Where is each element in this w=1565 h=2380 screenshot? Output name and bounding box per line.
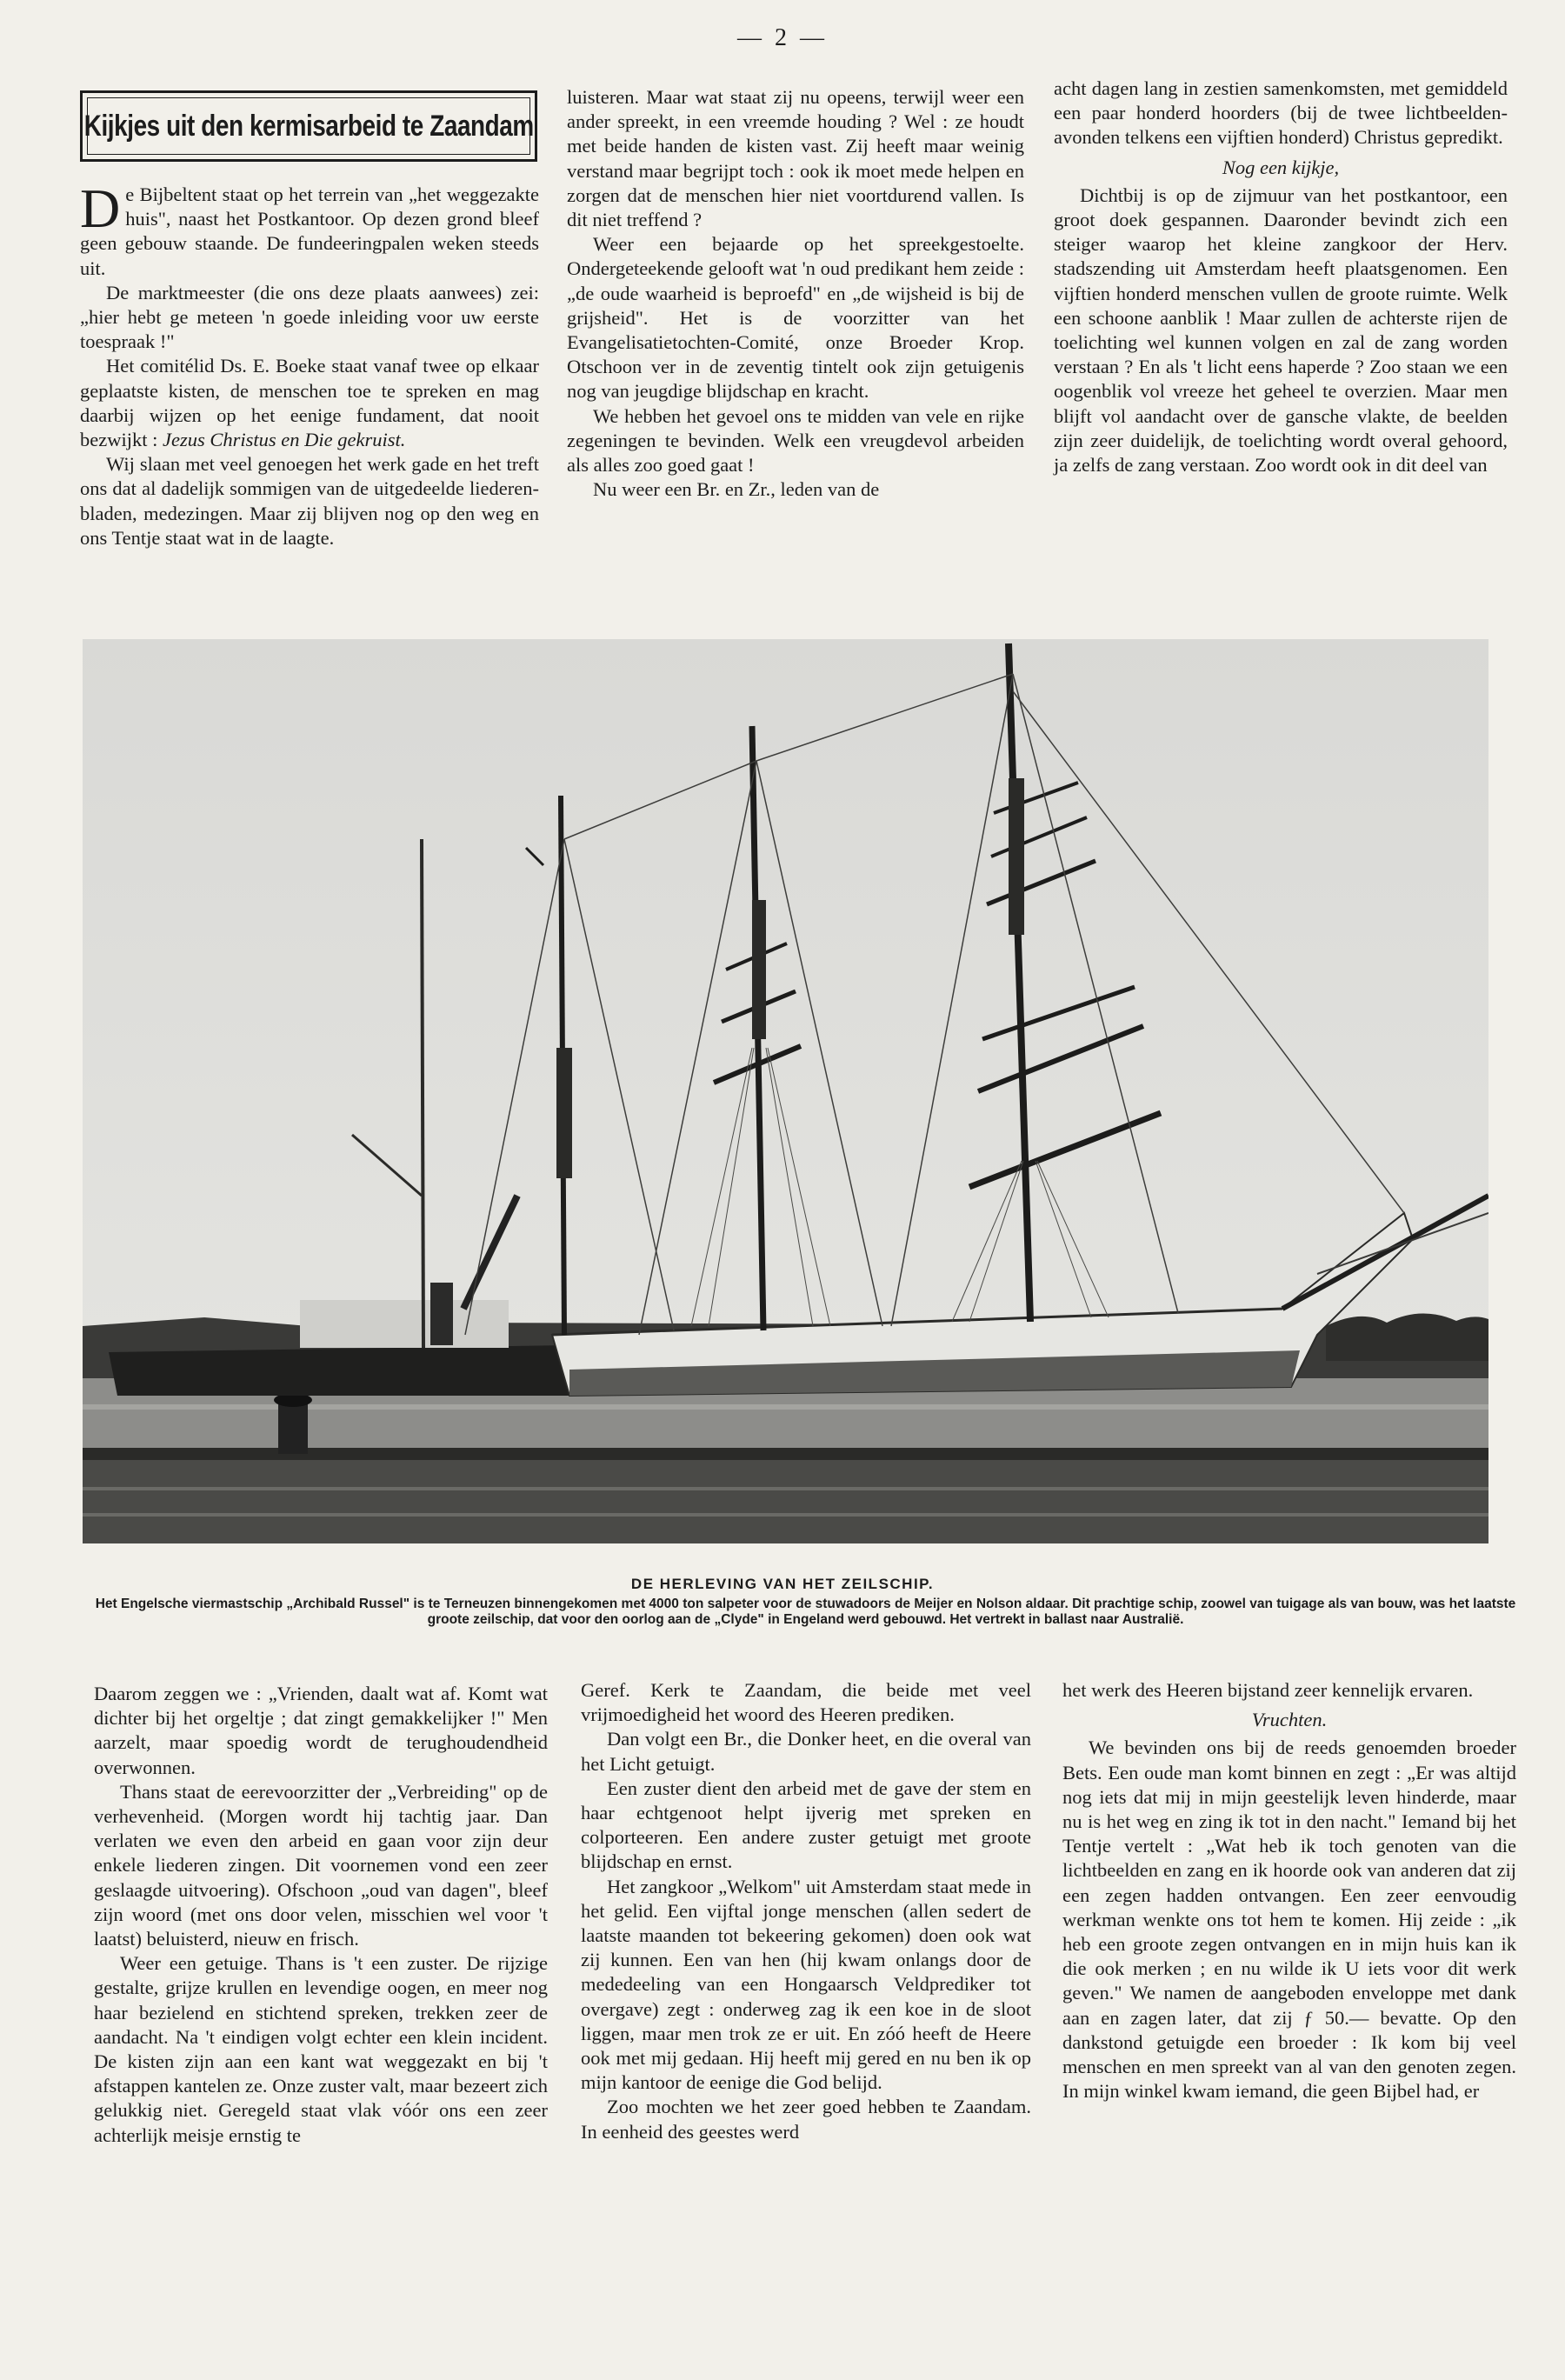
four-masted-ship-illustration [83,639,1488,1543]
paragraph [80,354,539,452]
paragraph: het werk des Heeren bijstand zeer kennelijk ervaren. [1062,1679,1474,1701]
top-column-3 [1054,77,1508,477]
paragraph: We bevinden ons bij de reeds genoemden broeder Bets. Een oude man komt binnen en zegt : „Er was altijd nog iets dat mij in mijn geestelijk leven hinderde, maar nu is het weg en zing ik tot in den nacht." Iemand bij het Tentje vertelt : „Wat heb ik toch genoten van die lichtbeelden en zang en ik hoorde ook van anderen dat zij een zegen hadden ontvangen. Een zeer eenvoudig werkman wenkte ons tot hem te komen. Hij zeide : „ik heb een groote zegen ontvangen en in mijn huis kan ik die ook merken ; en nu wilde ik U iets voor dit werk geven." We namen de aangeboden enveloppe met dank aan en zagen later, dat zij ƒ 50.— bevatte. Op den dankstond getuigde een broeder : Ik kom bij veel menschen en men spreekt van al van den genoten zegen. In mijn winkel kwam iemand, die geen Bijbel had, er [1062,1737,1516,2103]
page-number: — 2 — [737,24,828,51]
paragraph [80,177,539,281]
sailing-ship-photo [83,639,1488,1543]
paragraph: Zoo mochten we het zeer goed hebben te Zaandam. In eenheid des geestes werd [581,2096,1031,2143]
paragraph: Het zangkoor „Welkom" uit Amsterdam staat mede in het gelid. Een vijftal jonge menschen (allen sedert de laatste maanden tot bekeering gekomen) doen ook wat zij kunnen. Een van hen (hij kwam onlangs door de mededeeling van een Hongaarsch Veldprediker tot overgave) zegt : onderweg zag ik een koe in de sloot liggen, maar men trok ze er uit. En zóó heeft de Heere ook met mij gedaan. Hij heeft mij gered en nu ben ik op mijn kantoor de eenige die God belijd. [581,1875,1031,2094]
paragraph: luisteren. Maar wat staat zij nu opeens, terwijl weer een ander spreekt, in een vreemde houding ? Wel : ze houdt met beide handen de kisten vast. Zij heeft maar weinig verstand maar begrijpt toch : ook ik moet mede helpen en zorgen dat de menschen hier niet voortdurend vallen. Is dit niet treffend ? [567,86,1024,231]
paragraph-text: Het comitélid Ds. E. Boeke staat vanaf twee op elkaar geplaatste kisten, de menschen toe te spreken en mag daarbij wijzen op het eenige fundament, dat nooit bezwijkt : [80,355,539,451]
paragraph: De marktmeester (die ons deze plaats aanwees) zei: „hier hebt ge meteen 'n goede inleiding voor uw eerste toespraak !" [80,281,539,353]
paragraph: Dan volgt een Br., die Donker heet, en die overal van het Licht getuigt. [581,1728,1031,1775]
drop-cap: D [80,177,121,239]
bottom-column-2 [581,1678,1031,2144]
paragraph: Wij slaan met veel genoegen het werk gade en het treft ons dat al dadelijk sommigen van de uitgedeelde liederen-bladen, medezingen. Maar zij blijven nog op den weg en ons Tentje staat wat in de laagte. [80,453,539,549]
paragraph: Een zuster dient den arbeid met de gave der stem en haar echtgenoot helpt ijverig met spreken en colporteeren. Een andere zuster getuigt met groote blijdschap en ernst. [581,1777,1031,1873]
photo-caption-title: DE HERLEVING VAN HET ZEILSCHIP. [630,1576,935,1592]
photo-caption-text: Het Engelsche viermastschip „Archibald Russel" is te Terneuzen binnengekomen met 4000 ton salpeter voor de stuwadoors de Meijer en Nolson aldaar. Dit prachtige schip, zoowel van tuigage als van bouw, was het laatste groote zeilschip, dat voor den oorlog aan de „Clyde" in Engeland werd gebouwd. Het vertrekt in ballast naar Australië. [95,1597,1516,1627]
bottom-column-1 [94,1682,548,2148]
top-column-2 [567,85,1024,502]
subheading: Vruchten. [1251,1709,1328,1731]
bottom-column-3 [1062,1678,1516,2103]
article-headline-box [80,90,537,162]
paragraph: We hebben het gevoel ons te midden van vele en rijke zegeningen te bevinden. Welk een vreugdevol arbeiden als alles zoo goed gaat ! [567,404,1024,477]
subheading: Nog een kijkje, [1222,156,1340,178]
paragraph: Geref. Kerk te Zaandam, die beide met veel vrijmoedigheid het woord des Heeren prediken. [581,1679,1031,1726]
paragraph: Weer een bejaarde op het spreekgestoelte. Ondergeteekende gelooft wat 'n oud predikant hem zeide : „de oude waarheid is beproefd" en „de wijsheid is bij de grijsheid". Het is de voorzitter van het Evangelisatietochten-Comité, onze Broeder Krop. Otschoon ver in de zeventig tintelt ook zijn getuigenis nog van jeugdige blijdschap en kracht. [567,233,1024,403]
paragraph: acht dagen lang in zestien samenkomsten, met gemiddeld een paar honderd hoorders (bij de twee lichtbeelden-avonden telkens een vijftien honderd) Christus gepredikt. [1054,77,1508,149]
emphasis-text: Jezus Christus en Die gekruist. [162,429,406,451]
paragraph: Dichtbij is op de zijmuur van het postkantoor, een groot doek gespannen. Daaronder bevindt zich een steiger waarop het kleine zangkoor der Herv. stadszending uit Amsterdam heeft plaatsgenomen. Een vijftien honderd menschen vullen de groote ruimte. Welk een schoone aanblik ! Maar zullen de achterste rijen de toelichting wel kunnen volgen en zal de zang worden verstaan ? En als 't licht eens haperde ? Zoo staan we een oogenblik vol vreeze het geheel te overzien. Maar men blijft vol aandacht over de gansche vlakte, de beelden zijn zeer duidelijk, de toelichting wordt overal gehoord, ja zelfs de zang verstaan. Zoo wordt ook in dit deel van [1054,183,1508,477]
paragraph: Weer een getuige. Thans is 't een zuster. De rijzige gestalte, grijze krullen en levendige oogen, en meer nog haar bezielend en stichtend spreken, trekken zeer de aandacht. Na 't eindigen volgt echter een klein incident. De kisten zijn aan een kant wat weggezakt en bij 't afstappen kantelen ze. Onze zuster valt, maar bezeert zich gelukkig niet. Geregeld staat vlak vóór ons een zeer achterlijk meisje ernstig te [94,1952,548,2146]
paragraph: Thans staat de eerevoorzitter der „Verbreiding" op de verhevenheid. (Morgen wordt hij tachtig jaar. Dan verlaten we even den arbeid en gaan voor zijn deur enkele liederen zingen. Dit voornemen vond een zeer geslaagde uitvoering). Ofschoon „oud van dagen", bleef zijn woord (met ons door velen, misschien wel voor 't laatst) beluisterd, nieuw en frisch. [94,1780,548,1950]
article-headline: Kijkjes uit den kermisarbeid te Zaandam [83,109,534,143]
top-column-1 [80,177,539,550]
paragraph: Nu weer een Br. en Zr., leden van de [593,478,880,501]
paragraph: Daarom zeggen we : „Vrienden, daalt wat af. Komt wat dichter bij het orgeltje ; dat zingt gemakkelijker !" Men aarzelt, maar spoedig wordt de terughoudendheid overwonnen. [94,1683,548,1778]
paragraph-text: e Bijbeltent staat op het terrein van „het weggezakte huis", naast het Postkantoor. Op dezen grond bleef geen gebouw staande. De fundeeringpalen weken steeds uit. [80,183,539,279]
